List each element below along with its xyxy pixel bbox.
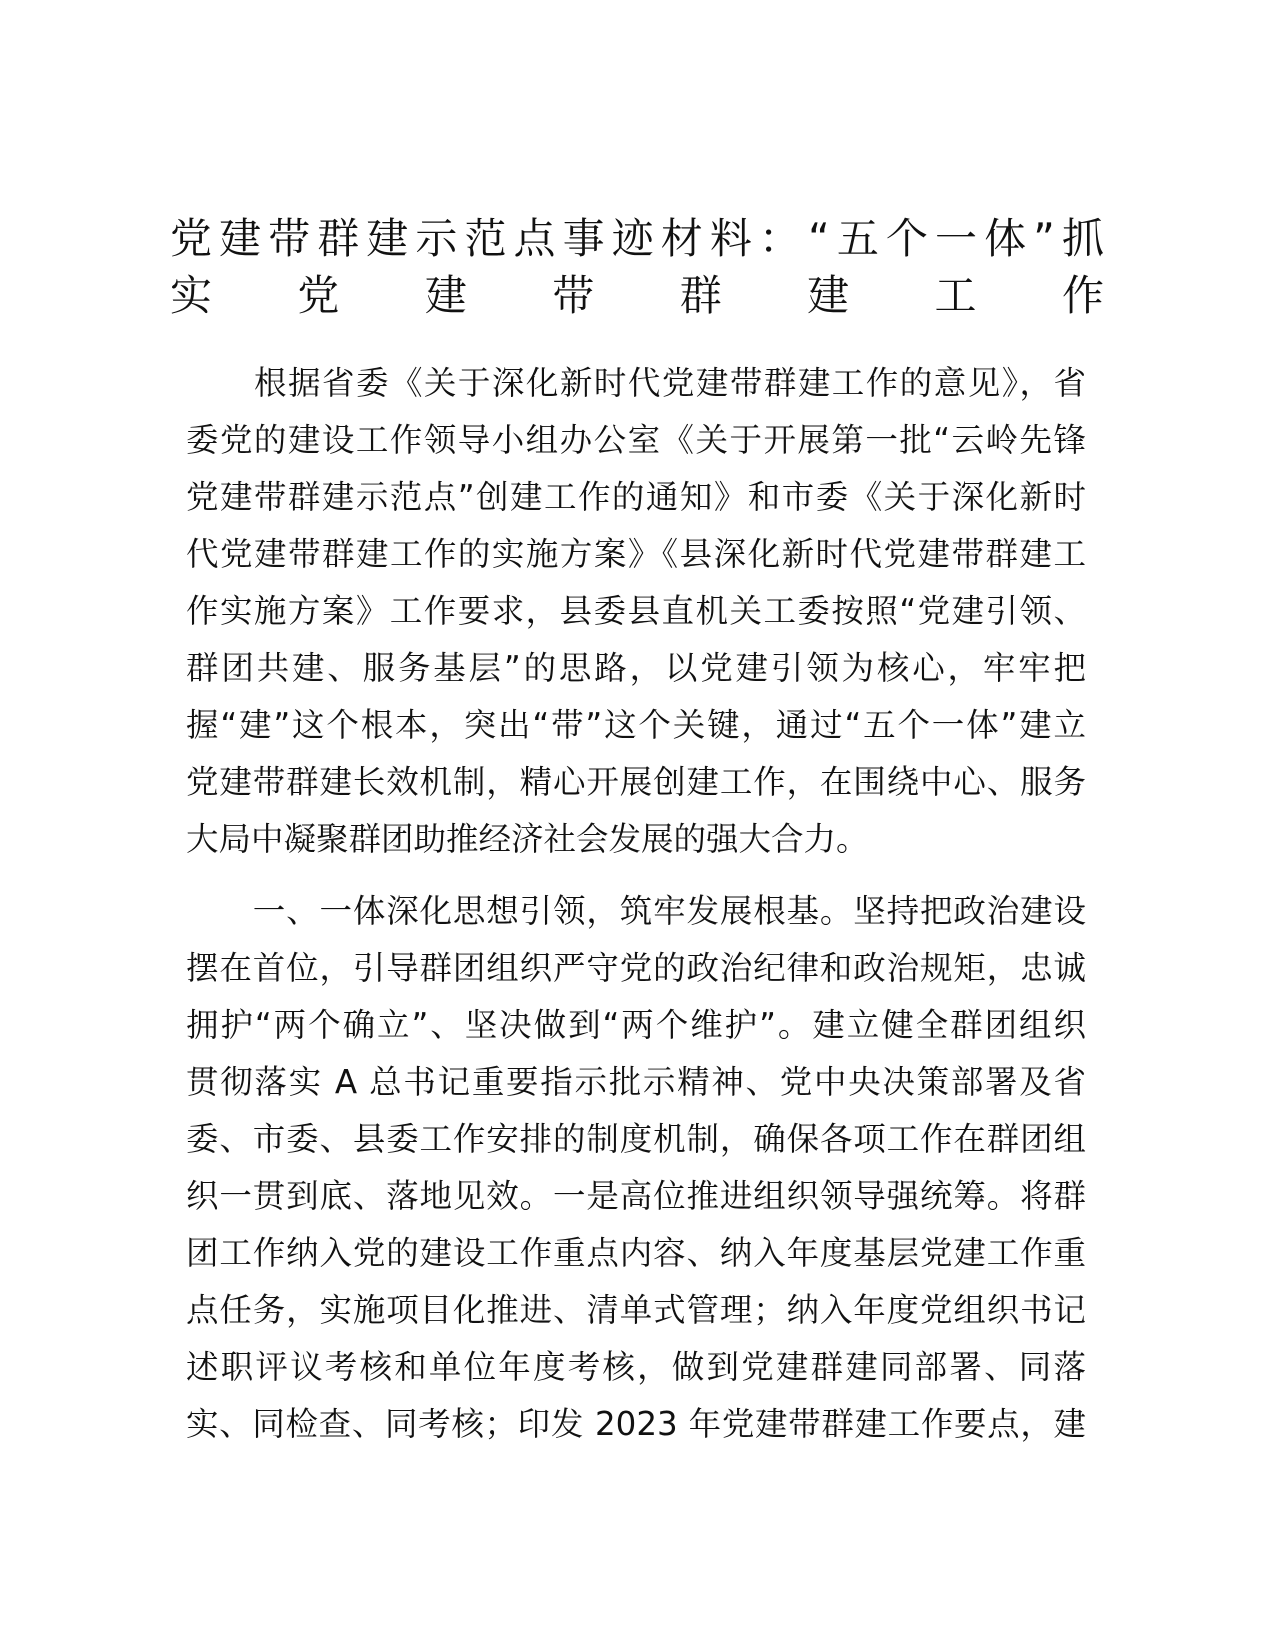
text-line: 拥护“两个确立”、坚决做到“两个维护”。建立健全群团组织	[186, 1006, 1086, 1044]
text-line: 握“建”这个根本，突出“带”这个关键，通过“五个一体”建立	[186, 706, 1086, 744]
text-line: 点任务，实施项目化推进、清单式管理；纳入年度党组织书记	[186, 1291, 1086, 1329]
text-line: 实、同检查、同考核；印发 2023 年党建带群建工作要点，建	[186, 1405, 1086, 1443]
text-line: 委、市委、县委工作安排的制度机制，确保各项工作在群团组	[186, 1120, 1086, 1158]
document-title	[170, 210, 1105, 324]
document-body	[186, 355, 1086, 1468]
text-line: 党建带群建示范点”创建工作的通知》和市委《关于深化新时	[186, 478, 1086, 516]
text-line: 根据省委《关于深化新时代党建带群建工作的意见》，省	[186, 364, 1086, 402]
section-one-paragraph	[186, 883, 1086, 1453]
text-line: 作实施方案》工作要求，县委县直机关工委按照“党建引领、	[186, 592, 1086, 630]
title-line: 实党建带群建工作	[170, 271, 1105, 320]
text-line: 团工作纳入党的建设工作重点内容、纳入年度基层党建工作重	[186, 1234, 1086, 1272]
text-line: 贯彻落实 A 总书记重要指示批示精神、党中央决策部署及省	[186, 1063, 1086, 1101]
text-line: 述职评议考核和单位年度考核，做到党建群建同部署、同落	[186, 1348, 1086, 1386]
title-line: 党建带群建示范点事迹材料：“五个一体”抓	[170, 214, 1105, 263]
text-line: 摆在首位，引导群团组织严守党的政治纪律和政治规矩，忠诚	[186, 949, 1086, 987]
text-line: 党建带群建长效机制，精心开展创建工作，在围绕中心、服务	[186, 763, 1086, 801]
text-line: 大局中凝聚群团助推经济社会发展的强大合力。	[186, 820, 869, 858]
text-line: 织一贯到底、落地见效。一是高位推进组织领导强统筹。将群	[186, 1177, 1086, 1215]
text-line: 代党建带群建工作的实施方案》《县深化新时代党建带群建工	[186, 535, 1086, 573]
text-line: 委党的建设工作领导小组办公室《关于开展第一批“云岭先锋	[186, 421, 1086, 459]
text-line: 群团共建、服务基层”的思路，以党建引领为核心，牢牢把	[186, 649, 1086, 687]
text-line: 一、一体深化思想引领，筑牢发展根基。坚持把政治建设	[186, 892, 1086, 930]
intro-paragraph	[186, 355, 1086, 868]
